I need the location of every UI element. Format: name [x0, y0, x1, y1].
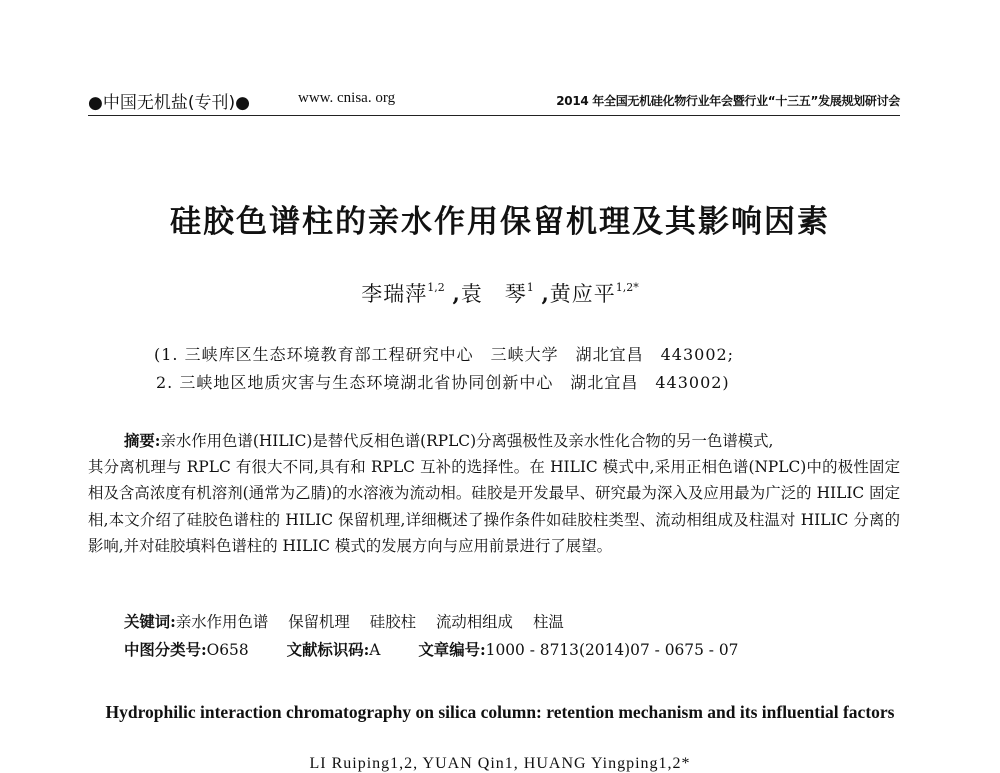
affiliation-line: 2. 三峡地区地质灾害与生态环境湖北省协同创新中心 湖北宜昌 443002): [156, 373, 730, 392]
classification-line: [124, 638, 738, 660]
affiliation-line: (1. 三峡库区生态环境教育部工程研究中心 三峡大学 湖北宜昌 443002;: [154, 345, 735, 364]
abstract-label: 摘要:: [124, 432, 161, 450]
keyword: 硅胶柱: [369, 613, 416, 631]
keywords-label: 关键词:: [124, 613, 176, 631]
journal-name: ●中国无机盐(专刊)●: [88, 93, 250, 113]
journal-url[interactable]: www. cnisa. org: [298, 90, 396, 106]
english-title: Hydrophilic interaction chromatography on silica column: retention mechanism and its influential factors: [105, 702, 895, 722]
abstract-first-line: [88, 428, 900, 454]
author-list: [0, 278, 1000, 308]
author-separator: ,: [452, 281, 461, 306]
clc-label: 中图分类号:: [124, 641, 207, 659]
conference-name: 2014 年全国无机硅化物行业年会暨行业“十三五”发展规划研讨会: [556, 94, 900, 108]
running-header: [88, 86, 900, 112]
paper-title: 硅胶色谱柱的亲水作用保留机理及其影响因素: [170, 204, 830, 240]
keyword: 柱温: [532, 613, 564, 631]
author-name: 袁 琴: [460, 282, 527, 306]
article-number-label: 文章编号:: [418, 641, 486, 659]
abstract-first-text: 亲水作用色谱(HILIC)是替代反相色谱(RPLC)分离强极性及亲水性化合物的另一色谱模式,: [160, 432, 774, 450]
keyword: 亲水作用色谱: [175, 613, 269, 631]
author-affiliation-mark: 1,2: [427, 281, 445, 294]
abstract: [88, 428, 900, 559]
english-authors: LI Ruiping1,2, YUAN Qin1, HUANG Yingping1,2*: [309, 755, 691, 772]
author-affiliation-mark: 1: [526, 281, 534, 294]
author-name: 李瑞萍: [361, 282, 428, 306]
article-number-value: 1000 - 8713(2014)07 - 0675 - 07: [485, 641, 739, 659]
keyword: 流动相组成: [435, 613, 513, 631]
author-affiliation-mark: 1,2*: [615, 281, 639, 294]
clc-value: O658: [206, 641, 249, 659]
doc-code-label: 文献标识码:: [286, 641, 370, 659]
keyword: 保留机理: [288, 613, 350, 631]
author-separator: ,: [541, 281, 550, 306]
abstract-body: 其分离机理与 RPLC 有很大不同,具有和 RPLC 互补的选择性。在 HILIC 模式中,采用正相色谱(NPLC)中的极性固定相及含高浓度有机溶剂(通常为乙腈)的水溶液为流动相。硅胶是开发最早、研究最为深入及应用最为广泛的 HILIC 固定相,本文介绍了硅胶色谱柱的 HILIC 保留机理,详细概述了操作条件如硅胶柱类型、流动相组成及柱温对 HILIC 分离的影响,并对硅胶填料色谱柱的 HILIC 模式的发展方向与应用前景进行了展望。: [88, 458, 900, 555]
keywords: [124, 610, 584, 632]
doc-code-value: A: [369, 641, 381, 659]
author-name: 黄应平: [549, 282, 616, 306]
header-rule: [88, 115, 900, 116]
